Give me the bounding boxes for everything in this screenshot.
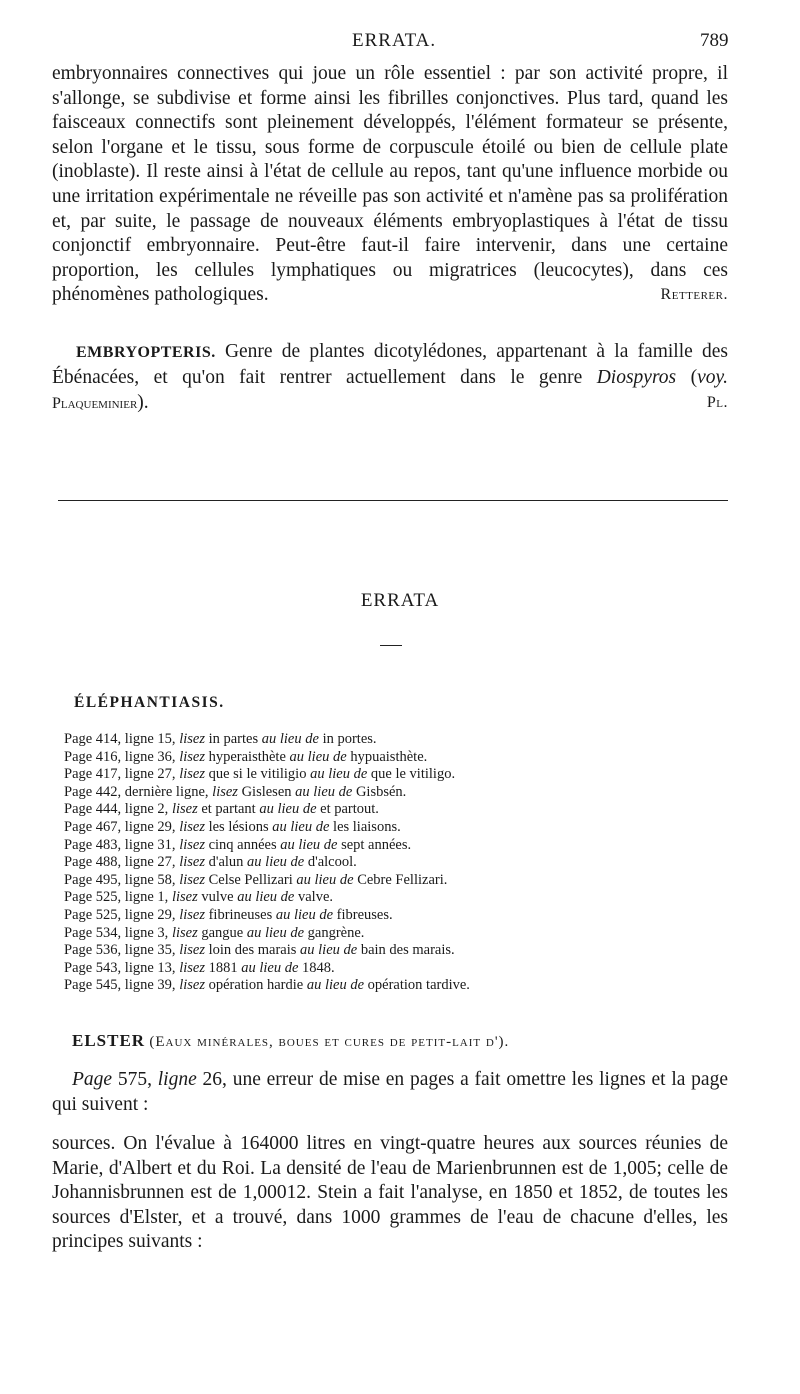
au-lieu-de-word: au lieu de (261, 731, 319, 747)
paragraph-text: embryonnaires connectives qui joue un rôle essentiel : par son activité propre, il s'allonge, se subdivise et forme ainsi les fibrilles conjonctives. Plus tard, quand les faisceaux connectifs sont pleinement développés, l'élément formateur se présente, selon l'organe et le tissu, sous forme de corpuscule étoilé ou bien de cellule plate (inoblaste). Il reste ainsi à l'état de cellule au repos, tant qu'une influence morbide ou une irritation expérimentale ne réveille pas son activité et n'amène pas sa prolifération et, par suite, le passage de nouveaux éléments embryoplastiques à l'état de tissu conjonctif embryonnaire. Peut-être faut-il faire intervenir, dans une certaine proportion, les cellules lymphatiques ou migratrices (leucocytes), dans ces phénomènes pathologiques. (52, 63, 728, 306)
paragraph-continuation (52, 62, 728, 308)
wrong-reading: que le vitiligo. (367, 766, 456, 783)
entry-text-punct: ( (676, 366, 698, 388)
lisez-word: lisez (179, 854, 205, 871)
errata-location: Page 495, ligne 58, (64, 871, 180, 888)
errata-location: Page 543, ligne 13, (64, 959, 180, 976)
correct-reading: fibrineuses (204, 906, 276, 923)
lisez-word: lisez (171, 924, 198, 941)
correct-reading: gangue (197, 924, 247, 941)
intro-ligne-word: ligne (157, 1069, 197, 1090)
lisez-word: lisez (179, 748, 205, 765)
correct-reading: loin des marais (204, 942, 301, 959)
entry-text: Genre de plantes dicotylédones, appartenant à la famille des Ébénacées, et qu'on fait rentrer actuellement dans le genre (52, 341, 728, 388)
elephantiasis-heading: ÉLÉPHANTIASIS. (74, 694, 225, 711)
errata-location: Page 488, ligne 27, (64, 854, 180, 871)
au-lieu-de-word: au lieu de (295, 783, 353, 800)
errata-location: Page 414, ligne 15, (64, 731, 180, 747)
lisez-word: lisez (179, 818, 205, 835)
au-lieu-de-word: au lieu de (241, 959, 299, 976)
correct-reading: cinq années (204, 836, 281, 853)
au-lieu-de-word: au lieu de (289, 748, 347, 765)
title-dash (380, 645, 402, 646)
au-lieu-de-word: au lieu de (259, 801, 317, 818)
errata-entry (64, 960, 724, 978)
intro-page-number: 575, (112, 1069, 158, 1090)
wrong-reading: sept années. (337, 836, 412, 853)
wrong-reading: in portes. (318, 731, 377, 747)
errata-title: ERRATA (360, 590, 440, 611)
lisez-word: lisez (171, 801, 198, 818)
wrong-reading: Cebre Fellizari. (353, 871, 448, 888)
wrong-reading: 1848. (298, 959, 335, 976)
genus-name: Diospyros (596, 366, 677, 388)
errata-location: Page 536, ligne 35, (64, 942, 180, 959)
au-lieu-de-word: au lieu de (300, 942, 358, 959)
elster-subtitle: (Eaux minérales, boues et cures de petit-lait d'). (149, 1034, 510, 1050)
intro-page-word: Page (72, 1069, 113, 1090)
page-number: 789 (700, 30, 729, 51)
errata-location: Page 417, ligne 27, (64, 766, 180, 783)
wrong-reading: opération tardive. (364, 977, 470, 994)
au-lieu-de-word: au lieu de (310, 766, 368, 783)
wrong-reading: les liaisons. (329, 818, 401, 835)
errata-entry (64, 889, 724, 907)
elster-headword: ELSTER (72, 1031, 146, 1050)
errata-entry (64, 784, 724, 802)
errata-entry (64, 925, 724, 943)
errata-location: Page 467, ligne 29, (64, 818, 180, 835)
wrong-reading: hypuaisthète. (346, 748, 428, 765)
section-divider (58, 500, 728, 501)
errata-entry (64, 854, 724, 872)
errata-list (64, 731, 724, 995)
au-lieu-de-word: au lieu de (237, 889, 295, 906)
lisez-word: lisez (179, 906, 205, 923)
errata-entry (64, 907, 724, 925)
intro-text: 26, une erreur de mise en pages a fait omettre les lignes et la page qui suivent : (52, 1069, 728, 1115)
entry-text-close: ). (137, 392, 149, 414)
lisez-word: lisez (171, 889, 198, 906)
errata-location: Page 483, ligne 31, (64, 836, 180, 853)
errata-entry (64, 766, 724, 784)
correct-reading: hyperaisthète (204, 748, 290, 765)
correct-reading: 1881 (204, 959, 242, 976)
errata-entry (64, 731, 724, 749)
elster-intro (52, 1068, 728, 1117)
au-lieu-de-word: au lieu de (280, 836, 338, 853)
au-lieu-de-word: au lieu de (246, 924, 305, 941)
errata-entry (64, 942, 724, 960)
author-signature: Retterer. (660, 286, 728, 304)
running-title: ERRATA. (352, 30, 437, 51)
correct-reading: in partes (204, 731, 262, 747)
errata-entry (64, 819, 724, 837)
elster-heading (72, 1031, 509, 1051)
errata-location: Page 442, dernière ligne, (64, 783, 213, 800)
lisez-word: lisez (212, 783, 238, 800)
author-signature: Pl. (706, 394, 728, 412)
correct-reading: vulve (197, 889, 238, 906)
errata-location: Page 525, ligne 29, (64, 906, 180, 923)
lisez-word: lisez (179, 942, 205, 959)
correct-reading: opération hardie (204, 977, 307, 994)
errata-location: Page 534, ligne 3, (64, 924, 172, 941)
lisez-word: lisez (179, 731, 205, 747)
errata-location: Page 416, ligne 36, (64, 748, 180, 765)
lisez-word: lisez (179, 871, 205, 888)
lisez-word: lisez (179, 977, 205, 994)
errata-entry (64, 837, 724, 855)
errata-location: Page 444, ligne 2, (64, 801, 172, 818)
lisez-word: lisez (179, 836, 205, 853)
cross-reference: Plaqueminier (52, 395, 138, 413)
voy-abbrev: voy. (697, 366, 728, 388)
errata-location: Page 545, ligne 39, (64, 977, 180, 994)
correct-reading: et partant (197, 801, 260, 818)
wrong-reading: et partout. (316, 801, 379, 818)
wrong-reading: valve. (294, 889, 334, 906)
errata-entry (64, 801, 724, 819)
errata-entry (64, 749, 724, 767)
wrong-reading: d'alcool. (304, 854, 357, 871)
wrong-reading: gangrène. (304, 924, 365, 941)
correct-reading: Gislesen (237, 783, 296, 800)
entry-headword: EMBRYOPTERIS. (76, 344, 216, 361)
correct-reading: les lésions (204, 818, 273, 835)
au-lieu-de-word: au lieu de (275, 906, 334, 923)
correct-reading: Celse Pellizari (204, 871, 297, 888)
elster-body: sources. On l'évalue à 164000 litres en vingt-quatre heures aux sources réunies de Marie, d'Albert et du Roi. La densité de l'eau de Marienbrunnen est de 1,005; celle de Johannisbrunnen est de 1,00012. Stein a fait l'analyse, en 1850 et 1852, de toutes les sources d'Elster, et a trouvé, dans 1000 grammes de l'eau de chacune d'elles, les principes suivants : (52, 1133, 728, 1253)
wrong-reading: Gisbsén. (352, 783, 407, 800)
lisez-word: lisez (179, 766, 205, 783)
au-lieu-de-word: au lieu de (306, 977, 365, 994)
au-lieu-de-word: au lieu de (296, 871, 354, 888)
lisez-word: lisez (179, 959, 205, 976)
correct-reading: d'alun (204, 854, 248, 871)
errata-location: Page 525, ligne 1, (64, 889, 172, 906)
correct-reading: que si le vitiligio (204, 766, 311, 783)
wrong-reading: bain des marais. (357, 942, 455, 959)
au-lieu-de-word: au lieu de (272, 818, 330, 835)
wrong-reading: fibreuses. (333, 906, 393, 923)
running-header (0, 30, 800, 60)
au-lieu-de-word: au lieu de (247, 854, 305, 871)
errata-entry (64, 977, 724, 995)
entry-embryopteris (52, 340, 728, 417)
errata-entry (64, 872, 724, 890)
